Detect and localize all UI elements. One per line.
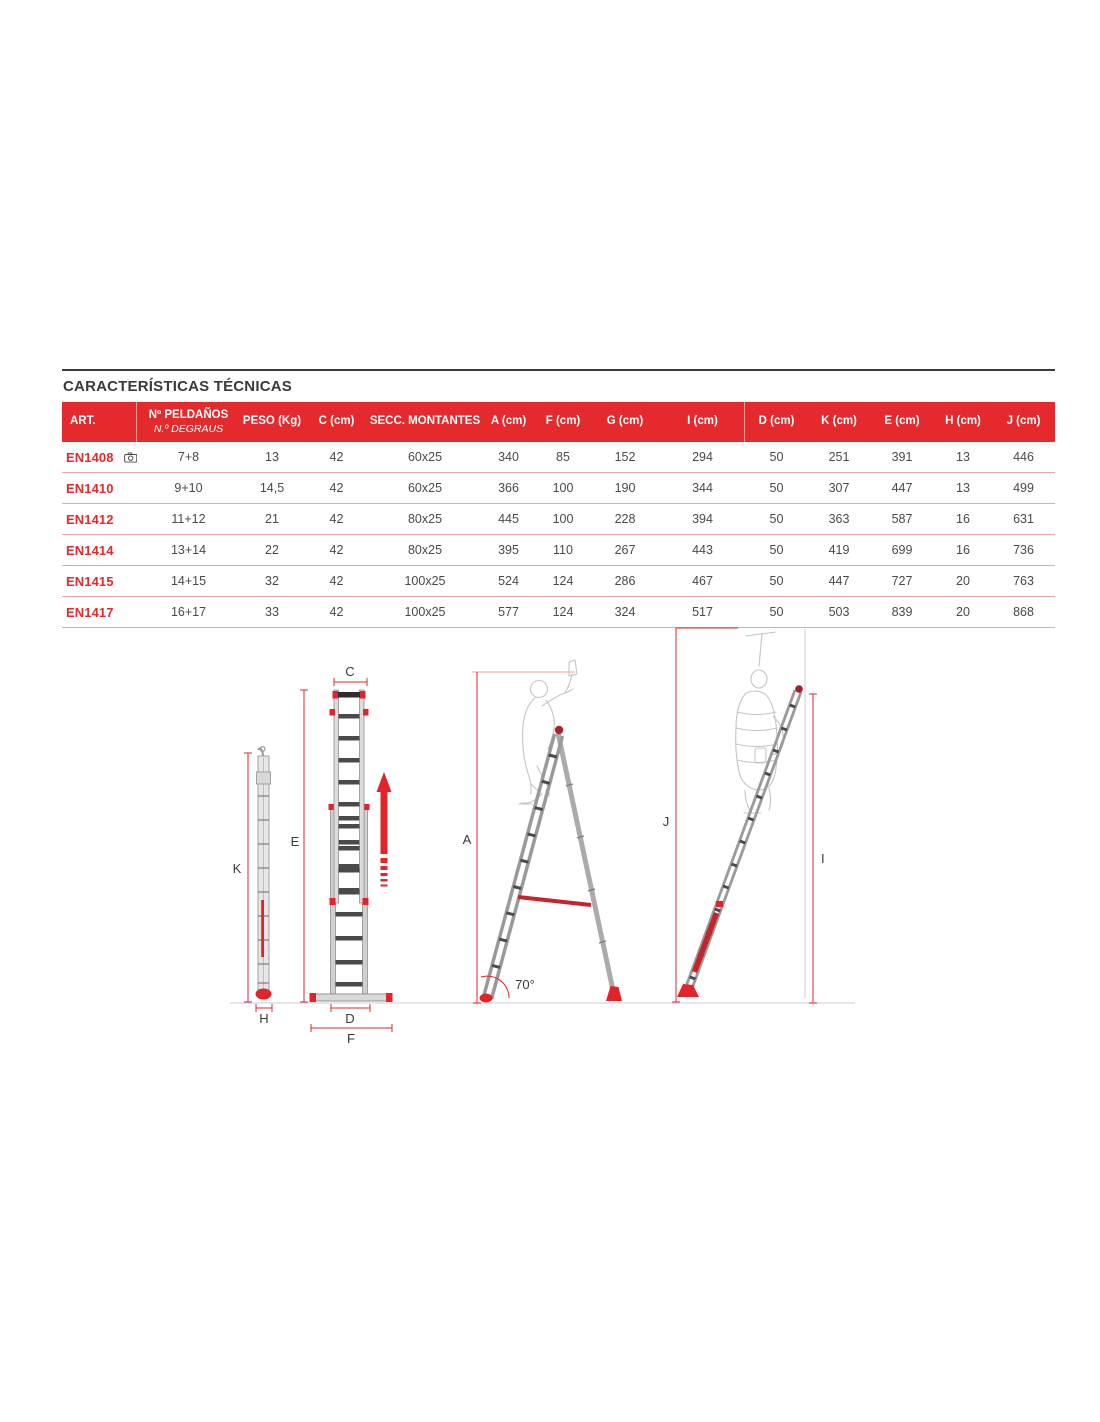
dim-label-C: C: [345, 664, 355, 679]
spec-value: 267: [614, 543, 636, 557]
article-code[interactable]: EN1417: [66, 604, 114, 620]
spec-value: 13: [956, 481, 970, 495]
column-header: F (cm): [545, 415, 581, 428]
spec-value: 13: [265, 450, 279, 464]
spec-value: 324: [614, 605, 636, 619]
spec-value: 42: [329, 481, 344, 495]
article-code[interactable]: EN1414: [66, 542, 114, 558]
column-header: PESO (Kg): [242, 415, 302, 428]
stabilizer-bar: [313, 994, 389, 1001]
dim-label-J: J: [662, 814, 670, 829]
spec-value: 391: [891, 450, 913, 464]
spec-value: 13: [956, 450, 970, 464]
spec-value: 80x25: [407, 512, 443, 526]
dim-label-F: F: [347, 1031, 355, 1046]
article-code[interactable]: EN1412: [66, 511, 114, 527]
spec-value: 85: [556, 450, 570, 464]
spec-value: 363: [828, 512, 850, 526]
spec-value: 447: [891, 481, 913, 495]
spec-value: 344: [692, 481, 713, 495]
spec-value: 294: [692, 450, 713, 464]
extend-direction-arrow: [377, 772, 392, 887]
column-header: E (cm): [884, 415, 920, 428]
diagram-extension-ladder: [291, 664, 393, 1046]
column-header: SECC. MONTANTES: [369, 415, 481, 428]
spec-value: 443: [692, 543, 713, 557]
article-cell: [62, 449, 137, 466]
spec-value: 100: [552, 481, 574, 495]
column-header: J (cm): [1006, 415, 1041, 428]
table-row: [62, 566, 1055, 597]
spec-value: 42: [329, 512, 344, 526]
diagram-leaning-ladder-use: [663, 628, 825, 1003]
spec-value: 699: [891, 543, 913, 557]
article-cell: [62, 512, 137, 527]
column-header: H (cm): [945, 415, 981, 428]
dim-label-A: A: [462, 832, 472, 847]
spec-value: 124: [552, 605, 574, 619]
article-cell: [62, 543, 137, 558]
spec-value: 80x25: [407, 543, 443, 557]
spec-value: 395: [498, 543, 519, 557]
spec-value: 467: [692, 574, 713, 588]
spec-value: 22: [265, 543, 279, 557]
dim-label-K: K: [232, 861, 242, 876]
spec-value: 50: [769, 574, 784, 588]
column-header: G (cm): [606, 415, 644, 428]
spec-value: 50: [769, 512, 784, 526]
page-title: CARACTERÍSTICAS TÉCNICAS: [63, 378, 292, 395]
spec-value: 21: [265, 512, 279, 526]
column-header: ART.: [62, 402, 137, 442]
ladder-red-section: [695, 913, 717, 972]
dim-label-angle: 70°: [515, 977, 535, 992]
spec-value: 42: [329, 543, 344, 557]
spec-value: 42: [329, 450, 344, 464]
stabilizer-crossbar: [518, 897, 591, 905]
spec-value: 50: [769, 481, 784, 495]
dim-label-H: H: [259, 1011, 269, 1026]
table-row: [62, 504, 1055, 535]
table-body: [62, 442, 1055, 628]
column-header: K (cm): [821, 415, 857, 428]
spec-value: 100: [552, 512, 574, 526]
spec-value: 577: [498, 605, 519, 619]
spec-value: 33: [265, 605, 279, 619]
article-cell: [62, 574, 137, 589]
spec-value: 7+8: [177, 450, 200, 464]
spec-value: 727: [891, 574, 913, 588]
spec-value: 340: [498, 450, 519, 464]
spec-value: 16: [956, 543, 970, 557]
ladder-foot: [256, 989, 272, 1000]
spec-value: 42: [329, 605, 344, 619]
dim-label-I: I: [821, 851, 825, 866]
spec-value: 32: [265, 574, 279, 588]
table-row: [62, 442, 1055, 473]
spec-value: 503: [828, 605, 850, 619]
spec-value: 11+12: [171, 512, 206, 526]
spec-sheet: [62, 369, 1055, 628]
spec-value: 100x25: [404, 574, 446, 588]
spec-value: 110: [553, 543, 573, 557]
spec-value: 446: [1013, 450, 1034, 464]
spec-value: 20: [956, 605, 970, 619]
spec-value: 190: [614, 481, 636, 495]
spec-value: 251: [828, 450, 850, 464]
spec-value: 14,5: [259, 481, 285, 495]
column-header: Nº PELDAÑOS N.º DEGRAUS: [148, 408, 229, 435]
spec-value: 60x25: [407, 481, 443, 495]
spec-value: 13+14: [170, 543, 207, 557]
spec-value: 14+15: [170, 574, 207, 588]
spec-value: 124: [552, 574, 574, 588]
column-header: D (cm): [758, 415, 795, 428]
table-row: [62, 535, 1055, 566]
spec-value: 736: [1013, 543, 1034, 557]
spec-value: 517: [692, 605, 713, 619]
ladder-foot: [677, 984, 699, 997]
spec-value: 631: [1013, 512, 1034, 526]
spec-value: 763: [1013, 574, 1034, 588]
article-code[interactable]: EN1410: [66, 480, 114, 496]
spec-value: 499: [1013, 481, 1034, 495]
article-code[interactable]: EN1408: [66, 449, 114, 465]
dim-label-E: E: [290, 834, 300, 849]
spec-value: 366: [498, 481, 519, 495]
diagram-stepladder-use: [463, 660, 622, 1003]
diagram-closed-ladder: [233, 747, 272, 1026]
spec-value: 100x25: [404, 605, 446, 619]
spec-value: 839: [891, 605, 913, 619]
spec-value: 419: [828, 543, 850, 557]
article-cell: [62, 605, 137, 620]
spec-value: 50: [769, 450, 784, 464]
column-header: A (cm): [490, 415, 527, 428]
spec-value: 286: [614, 574, 636, 588]
spec-value: 587: [891, 512, 913, 526]
spec-value: 445: [498, 512, 519, 526]
spec-value: 394: [692, 512, 713, 526]
spec-value: 50: [769, 543, 784, 557]
dim-label-D: D: [345, 1011, 355, 1026]
table-header: [62, 402, 1055, 442]
camera-icon[interactable]: [124, 449, 137, 466]
spec-value: 524: [498, 574, 519, 588]
spec-value: 20: [956, 574, 970, 588]
ladder-diagrams: [225, 616, 870, 1066]
spec-value: 307: [828, 481, 850, 495]
spec-value: 42: [329, 574, 344, 588]
spec-value: 9+10: [174, 481, 203, 495]
spec-value: 868: [1013, 605, 1034, 619]
article-cell: [62, 481, 137, 496]
spec-value: 16: [956, 512, 970, 526]
column-header: C (cm): [318, 415, 355, 428]
spec-value: 152: [614, 450, 636, 464]
spec-value: 50: [769, 605, 784, 619]
column-header: I (cm): [660, 402, 745, 442]
spec-value: 447: [828, 574, 850, 588]
spec-value: 60x25: [407, 450, 443, 464]
spec-value: 16+17: [170, 605, 207, 619]
article-code[interactable]: EN1415: [66, 573, 114, 589]
table-row: [62, 473, 1055, 504]
spec-value: 228: [614, 512, 636, 526]
